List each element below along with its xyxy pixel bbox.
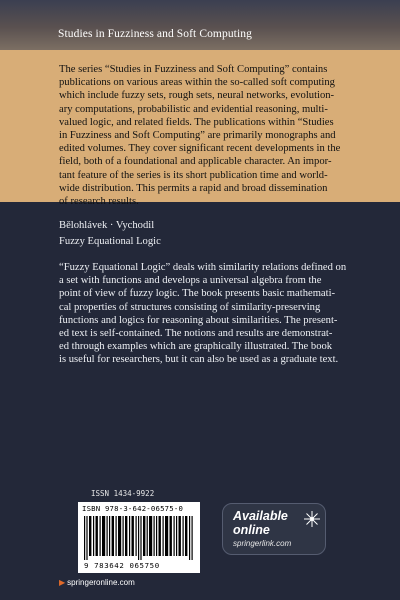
description-line: ed through examples which are graphically illustrated. The book (59, 341, 333, 353)
series-line: of research results. (59, 196, 139, 208)
arrow-right-icon: ▶ (59, 578, 66, 587)
barcode-digits: 9 783642 065750 (84, 561, 160, 570)
series-line: wide distribution. This permits a rapid and broad dissemination (59, 182, 328, 194)
barcode-image (84, 516, 194, 560)
footer-link[interactable] (59, 578, 135, 587)
description-line: “Fuzzy Equational Logic” deals with similarity relations defined on (59, 262, 347, 273)
description-line: a set with functions and develops a universal algebra from the (59, 275, 322, 287)
available-online-badge[interactable] (222, 503, 326, 555)
issn-label: ISSN 1434-9922 (91, 489, 155, 498)
series-line: in Fuzziness and Soft Computing” are primarily monographs and (59, 130, 336, 142)
badge-url: springerlink.com (233, 539, 292, 548)
description-line: point of view of fuzzy logic. The book presents basic mathemati- (59, 288, 336, 300)
top-band (0, 0, 400, 50)
series-description-text (59, 63, 369, 208)
series-line: edited volumes. They cover significant recent developments in the (59, 143, 341, 155)
badge-line-2: online (233, 523, 270, 537)
book-description (59, 261, 370, 367)
series-line: valued logic, and related fields. The publications within “Studies (59, 116, 334, 128)
description-line: is useful for researchers, but it can also be used as a graduate text. (59, 354, 339, 366)
series-line: which include fuzzy sets, rough sets, neural networks, evolution- (59, 90, 335, 102)
series-line: publications on various areas within the so-called soft computing (59, 77, 335, 89)
description-line: ed text is self-contained. The notions and results are demonstrat- (59, 328, 333, 340)
series-line: tant feature of the series is its short publication time and world- (59, 169, 328, 181)
series-line: The series “Studies in Fuzziness and Soft Computing” contains (59, 64, 328, 75)
book-authors: Bělohlávek · Vychodil (59, 220, 155, 231)
series-line: field, both of a foundational and applicable character. An impor- (59, 156, 332, 168)
sparkle-icon (303, 510, 321, 528)
badge-line-1: Available (233, 509, 288, 523)
description-line: functions and logics for reasoning about similarities. The present- (59, 314, 338, 326)
book-title: Fuzzy Equational Logic (59, 236, 161, 247)
series-title: Studies in Fuzziness and Soft Computing (58, 28, 252, 40)
isbn-label: ISBN 978-3-642-06575-0 (82, 504, 184, 513)
footer-url: springeronline.com (67, 578, 135, 587)
description-line: cal properties of structures consisting of similarity-preserving (59, 301, 321, 313)
series-line: ary computations, probabilistic and evidential reasoning, multi- (59, 103, 328, 115)
barcode-block (78, 502, 200, 573)
